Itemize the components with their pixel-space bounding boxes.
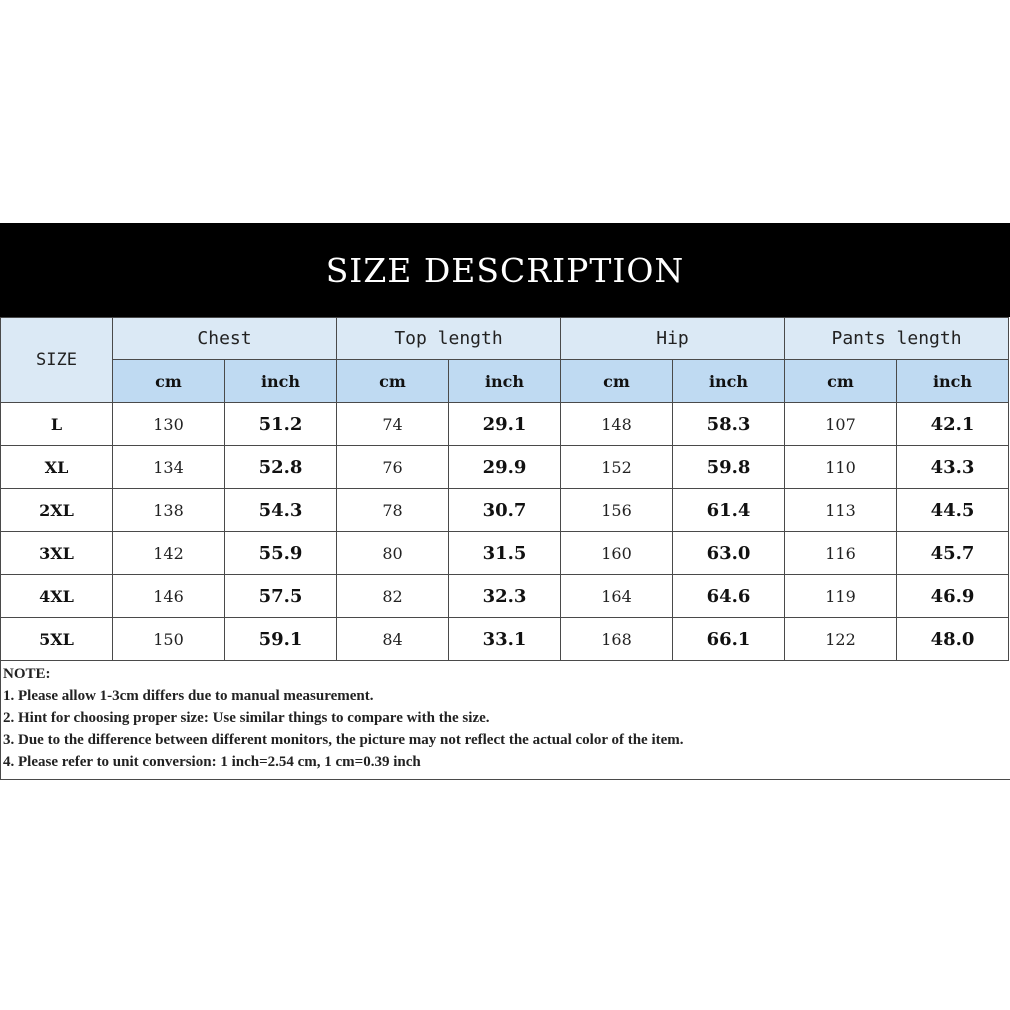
group-header-top-length: Top length [337,318,561,360]
inch-value-cell: 59.8 [673,446,785,489]
table-row [1,618,1009,661]
table-row [1,532,1009,575]
inch-value-cell: 64.6 [673,575,785,618]
size-label-cell: 3XL [1,532,113,575]
unit-header-cm: cm [785,360,897,403]
inch-value-cell: 51.2 [225,403,337,446]
cm-value-cell: 74 [337,403,449,446]
note-line: 1. Please allow 1-3cm differs due to manual measurement. [3,688,374,704]
cm-value-cell: 80 [337,532,449,575]
table-row [1,446,1009,489]
cm-value-cell: 160 [561,532,673,575]
inch-value-cell: 58.3 [673,403,785,446]
inch-value-cell: 32.3 [449,575,561,618]
cm-value-cell: 152 [561,446,673,489]
inch-value-cell: 61.4 [673,489,785,532]
inch-value-cell: 42.1 [897,403,1009,446]
inch-value-cell: 66.1 [673,618,785,661]
notes-box [0,661,1010,780]
inch-value-cell: 54.3 [225,489,337,532]
cm-value-cell: 148 [561,403,673,446]
size-label-cell: 2XL [1,489,113,532]
inch-value-cell: 29.9 [449,446,561,489]
unit-header-row [1,360,1009,403]
inch-value-cell: 45.7 [897,532,1009,575]
inch-value-cell: 33.1 [449,618,561,661]
inch-value-cell: 31.5 [449,532,561,575]
note-line: 3. Due to the difference between different monitors, the picture may not reflect the actual color of the item. [3,732,684,748]
inch-value-cell: 52.8 [225,446,337,489]
cm-value-cell: 107 [785,403,897,446]
cm-value-cell: 146 [113,575,225,618]
unit-header-cm: cm [337,360,449,403]
cm-value-cell: 122 [785,618,897,661]
note-line: 4. Please refer to unit conversion: 1 inch=2.54 cm, 1 cm=0.39 inch [3,754,421,770]
group-header-row [1,318,1009,360]
inch-value-cell: 63.0 [673,532,785,575]
unit-header-inch: inch [673,360,785,403]
cm-value-cell: 168 [561,618,673,661]
size-table [0,317,1009,661]
cm-value-cell: 113 [785,489,897,532]
cm-value-cell: 119 [785,575,897,618]
title-bar [0,223,1010,317]
inch-value-cell: 29.1 [449,403,561,446]
size-column-header: SIZE [1,318,113,403]
notes-heading: NOTE: [3,666,51,682]
cm-value-cell: 84 [337,618,449,661]
note-line: 2. Hint for choosing proper size: Use similar things to compare with the size. [3,710,490,726]
cm-value-cell: 150 [113,618,225,661]
size-table-body [1,403,1009,661]
inch-value-cell: 57.5 [225,575,337,618]
cm-value-cell: 156 [561,489,673,532]
group-header-chest: Chest [113,318,337,360]
chart-title: SIZE DESCRIPTION [325,250,685,290]
cm-value-cell: 142 [113,532,225,575]
inch-value-cell: 43.3 [897,446,1009,489]
table-row [1,403,1009,446]
size-chart [0,223,1010,780]
group-header-pants-length: Pants length [785,318,1009,360]
inch-value-cell: 59.1 [225,618,337,661]
unit-header-inch: inch [897,360,1009,403]
cm-value-cell: 116 [785,532,897,575]
cm-value-cell: 138 [113,489,225,532]
size-label-cell: XL [1,446,113,489]
unit-header-cm: cm [561,360,673,403]
cm-value-cell: 82 [337,575,449,618]
inch-value-cell: 46.9 [897,575,1009,618]
cm-value-cell: 134 [113,446,225,489]
unit-header-cm: cm [113,360,225,403]
size-label-cell: 4XL [1,575,113,618]
inch-value-cell: 44.5 [897,489,1009,532]
cm-value-cell: 130 [113,403,225,446]
cm-value-cell: 164 [561,575,673,618]
inch-value-cell: 48.0 [897,618,1009,661]
inch-value-cell: 55.9 [225,532,337,575]
unit-header-inch: inch [449,360,561,403]
size-label-cell: L [1,403,113,446]
table-row [1,575,1009,618]
size-label-cell: 5XL [1,618,113,661]
inch-value-cell: 30.7 [449,489,561,532]
cm-value-cell: 110 [785,446,897,489]
unit-header-inch: inch [225,360,337,403]
cm-value-cell: 78 [337,489,449,532]
cm-value-cell: 76 [337,446,449,489]
table-row [1,489,1009,532]
group-header-hip: Hip [561,318,785,360]
